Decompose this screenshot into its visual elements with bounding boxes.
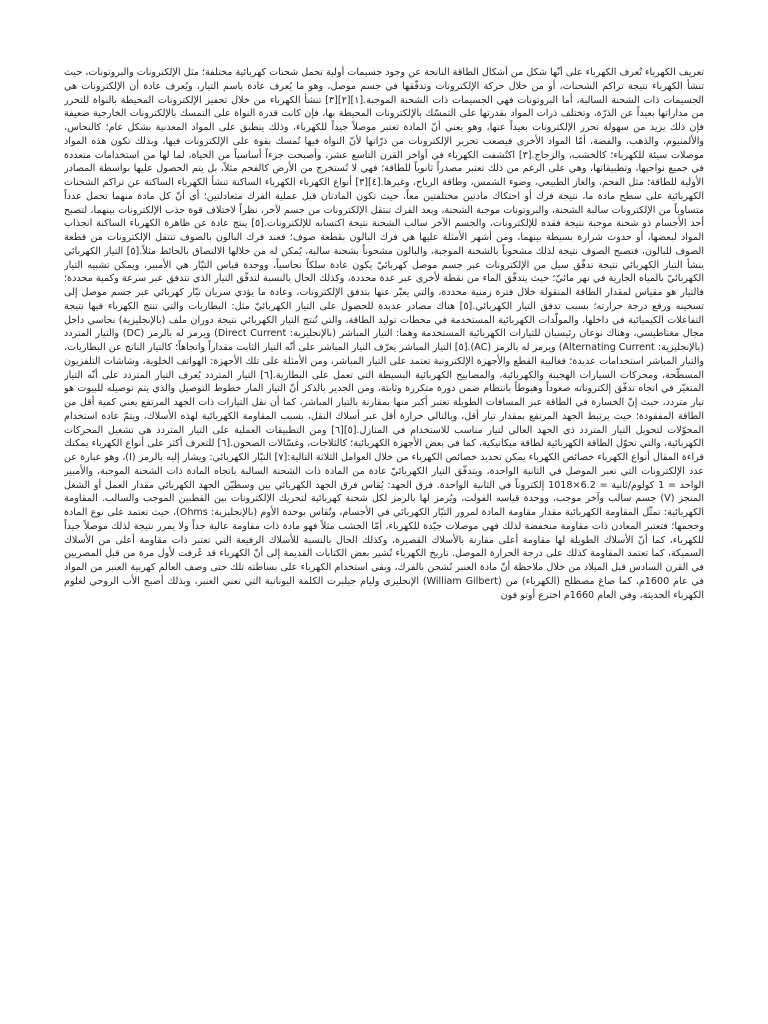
document-page	[64, 66, 704, 966]
article-paragraph: تعريف الكهرباء تُعرف الكهرباء على أنّها شكل من أشكال الطاقة الناتجة عن وجود جسيمات أولية تحمل شحنات كهربائية مختلفة؛ مثل الإلكترونات والبروتونات، حيث تنشأ الكهرباء نتيجة تراكم الشحنات، أو من خلال حركة الإلكترونات وتدفّقها في جسم موصل، وهو ما يُعرف عادة باسم التيار، ويُعرف عادة أن الإلكترونات هي الجسيمات ذات الشحنة السالبة، أما البروتونات فهي الجسيمات ذات الشحنة الموجبة.[١][٢][٣] تنشأ الكهرباء من خلال تحفيز الإلكترونات المحيطة بالنواة للتحرر من مداراتها بعيداً عن الذرّة، وتختلف ذرات المواد بقدرتها على التمسّك بالإلكترونات المحيطة بها، فإن كانت قدرة النواة على التمسك بالإلكترونات الخارجية ضعيفة فإن ذلك يزيد من سهولة تحرر الإلكترونات بعيداً عنها، وهو يعني أنّ المادة تعتبر موصلاً جيداً للكهرباء، وذلك ينطبق على المواد المعدنية بشكل عام؛ كالنحاس، والألمنيوم، والذهب، والفضة، أمّا المواد الأخرى فيصعب تحرير الإلكترونات من ذرّاتها لأنّ النواة فيها تُمسك بقوة على الإلكترونات فيها، وبذلك تكون هذه المواد موصلات سيئة للكهرباء؛ كالخشب، والزجاج.[٣] اكتُشفت الكهرباء في أواخر القرن التاسع عشر، وأصبحت جزءاً أساسياً من الحياة، لما لها من استخدامات متعددة في جميع نواحيها، وتطبيقاتها، وهي على الرغم من ذلك تعتبر مصدراً ثانوياً للطاقة؛ فهي لا تُستخرج من الأرض كالفحم مثلاً، بل يتم الحصول عليها بواسطة المصادر الأولية للطاقة؛ مثل الفحم، والغاز الطبيعي، وضوء الشمس، وطاقة الرياح، وغيرها.[٤][٣] أنواع الكهرباء الكهرباء الساكنة تنشأ الكهرباء الساكنة عن تراكم الشحنات الكهربائية على سطح مادة ما، نتيجة فرك أو احتكاك مادتين مختلفتين معاً، حيث تكون المادتان قبل عملية الفرك متعادلتين؛ أي أنّ كل مادة منهما تحمل عدداً متساوياً من الإلكترونات سالبة الشحنة، والبروتونات موجبة الشحنة، وبعد الفرك تنتقل الإلكترونات من جسم لآخر، نظراً لاختلاف قوة جذب الإلكترونات بينهما، لتصبح أحد الأجسام ذو شحنة موجبة نتيجة فقده للإلكترونات، والجسم الآخر سالب الشحنة نتيجة اكتسابه للإلكترونات.[٥] ينتج عادة عن ظاهرة الكهرباء الساكنة انجذاب المواد لبعضها، أو حدوث شرارة بسيطة بينهما، ومن أشهر الأمثلة عليها هي فرك البالون بقطعة صوف؛ فعند فرك البالون بالصوف تنتقل الإلكترونات من قطعة الصوف للبالون، فتصبح الصوف نتيجة لذلك مشحوناً بالشحنة الموجبة، والبالون مشحوناً بشحنة سالبة، يُمكن له من خلالها الالتصاق بالحائط مثلاً.[٥] التيار الكهربائي ينشأ التيار الكهربائي نتيجة تدفّق سيل من الإلكترونات عبر جسم موصل كهربائيّ يكون عادة سلكاً نحاسياً، ووحدة قياس التيّار هي الأمبير، ويمكن تشبيه التيار الكهربائيّ بالمياه الجارية في نهر مائيّ؛ حيث يتدفّق الماء من نقطة لأخرى عبر عدة محددة، وكذلك الحال بالنسبة لتدفّق التيار الذي تتدفق عبر سرعة وكمية محددة؛ فالتيار هو مقياس لمقدار الطاقة المنقولة خلال فترة زمنية محددة، والتي يعبّر عنها بتدفق الإلكترونات، وعادة ما يؤدي سريان تيّار كهربائي عبر جسم موصل إلى تسخينه ورفع درجة حرارته؛ بسبب تدفق التيار الكهربائي.[٥] هناك مصادر عديدة للحصول على التيار الكهربائيّ مثل: البطاريات والتي تنتج الكهرباء فيها نتيجة التفاعلات الكيميائية في داخلها، والمولّدات الكهربائية المستخدمة في محطات توليد الطاقة، والتي تُنتج التيار الكهربائي نتيجة دوران ملف (بالإنجليزية) نحاسي داخل مجال مغناطيسي، وهناك نوعان رئيسيان للتيارات الكهربائية المستخدمة وهما: التيار المباشر (بالإنجليزية: Direct Current) ويرمز له بالرمز (DC) والتيار المتردد (بالإنجليزية: Alternating Current) ويرمز له بالرمز (AC).[٥] التيار المباشر يعرّف التيار المباشر على أنّه التيار الثابت مقداراً واتجاهاً؛ كالتيار الناتج عن البطاريات، والتيار المباشر استخدامات عديدة؛ فغالبية القطع والأجهزة الإلكترونية تعتمد على التيار المباشر، ومن الأمثلة على تلك الأجهزة: الهواتف الخلوية، وشاشات التلفزيون المسطّحة، ومحركات السيارات الهجينة والكهربائية، والمصابيح الكهربائية البسيطة التي تعمل على البطارية.[٦] التيار المتردد يُعرف التيار المتردد على أنّه التيار المتغيّر في اتجاه تدفّق إلكتروناته صعوداً وهبوطاً بانتظام ضمن دورة متكررة وثابتة، ومن الجدير بالذكر أنّ التيار المار خطوط التوصيل والذي يتم توصيله للبيوت هو تيار متردد، حيث إنّ الخسارة في الطاقة عبر المسافات الطويلة تعتبر أكبر منها بمقارنة بالتيار المباشر، كما أن نقل التيارات ذات الجهد المرتفع يعني كمية أقل من الطاقة المفقودة؛ حيث يرتبط الجهد المرتفع بمقدار تيار أقل، وبالتالي حرارة أقل عبر أسلاك النقل، بسبب المقاومة الكهربائية لهذه الأسلاك، ويتمّ عادة استخدام المحوّلات لتحويل التيار المتردد ذي الجهد العالي لتيار مناسب للاستخدام في المنازل.[٥][٦] ومن التطبيقات العملية على التيار المتردد هي تشغيل المحركات الكهربائية، والتي تحوّل الطاقة الكهربائية لطاقة ميكانيكية، كما في بعض الأجهزة الكهربائية؛ كالثلاجات، وغسّالات الصحون.[٦] للتعرف أكثر على أنواع الكهرباء يمكنك قراءة المقال أنواع الكهرباء خصائص الكهرباء يمكن تحديد خصائص الكهرباء من خلال العوامل الثلاثة التالية:[٧] التيّار الكهربائي: ويشار إليه بالرمز (I)، وهو عبارة عن عدد الإلكترونات التي تعبر الموصل في الثانية الواحدة، ويتدفّق التيار الكهربائيّ عادة من المادة ذات الشحنة السالبة باتجاه المادة ذات الشحنة الموجبة، والأمبير الواحد = 1 كولوم/ثانية = 6.2×1018 إلكتروناً في الثانية الواحدة. فرق الجهد: يُقاس فرق الجهد الكهربائي بين وسطيّن الجهد الكهربائي مقدار العمل أو الشغل المنجز (V) جسم سالب وآخر موجب، ووحدة قياسه الفولت، ويُرمز لها بالرمز لكل شحنة كهربائية لتحريك الإلكترونات بين القطبين الموجب والسالب. المقاومة الكهربائية: تمثّل المقاومة الكهربائية مقدار مقاومة المادة لمرور التيّار الكهربائي في الأجسام، وتُقاس بوحدة الأوم (بالإنجليزية: Ohms)، حيث تعتمد على نوع المادة وحجمها؛ فتعتبر المعادن ذات مقاومة منخفضة لذلك فهي موصلات جيّدة للكهرباء، أمّا الخشب مثلاً فهو مادة ذات مقاومة عالية جداً ولا يمرر نتيجة لذلك موصلاً جيداً للكهرباء، كما أنّ الأسلاك الطويلة لها مقاومة أعلى مقارنة بالأسلاك القصيرة، وكذلك الحال بالنسبة للأسلاك الرفيعة التي تعتبر ذات مقاومة أعلى من الأسلاك السميكة، كما تعتمد المقاومة كذلك على درجة الحرارة الموصل. تاريخ الكهرباء تُشير بعض الكتابات القديمة إلى أنّ الكهرباء قد عُرفت لأول مرة من قبل المصريين في القرن السادس قبل الميلاد من خلال ملاحظة أنّ مادة العنبر تُشحن بالفرك، وبقي استخدام الكهرباء على بساطته تلك حتى وصف العالم كهربية العنبر من المواد في عام 1600م، كما صاغ مصطلح (الكهرباء) من (William Gilbert) الإنجليزي وليام جيلبرت الكلمة اليونانية التي تعني العنبر، وبذلك أصبح الأب الروحي لعلوم الكهرباء الحديثة، وفي العام 1660م اخترع أوتو فون	[64, 67, 704, 601]
article-body	[64, 66, 704, 602]
